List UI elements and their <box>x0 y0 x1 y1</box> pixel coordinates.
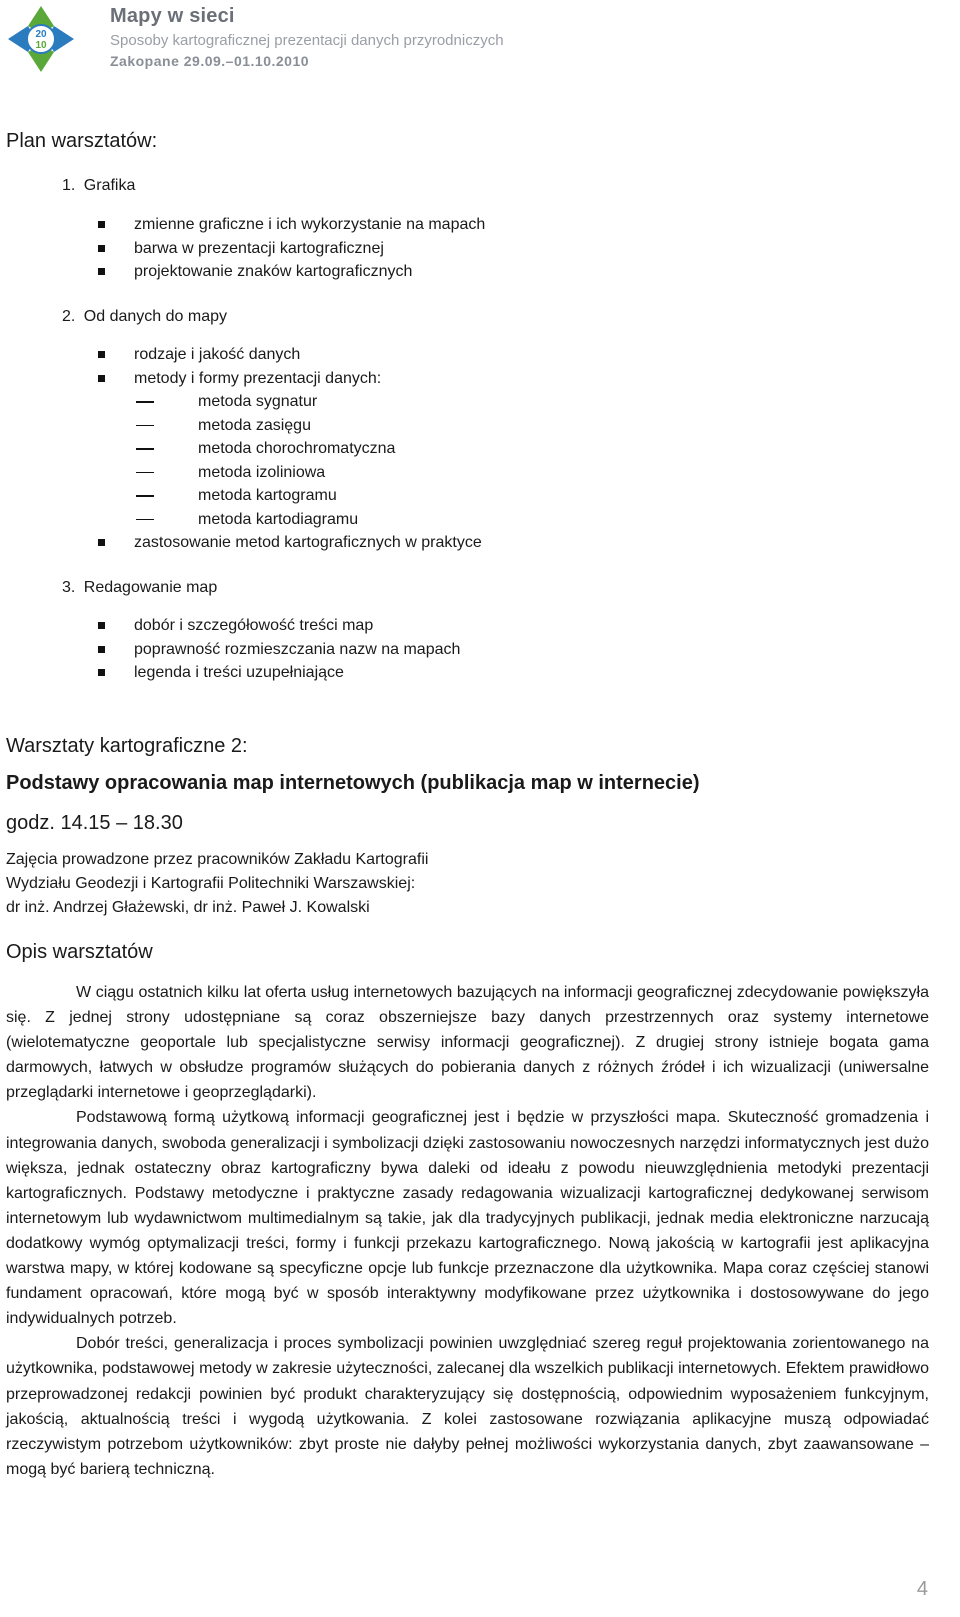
dash-bullet-icon <box>136 495 154 497</box>
square-bullet-icon <box>98 646 105 653</box>
conference-logo <box>6 4 76 74</box>
dash-bullet-icon <box>136 472 154 474</box>
list-item-text: projektowanie znaków kartograficznych <box>134 263 413 280</box>
section-2-list-continued <box>98 531 482 555</box>
workshop-info-line: Zajęcia prowadzone przez pracowników Zakładu Kartografii <box>6 851 429 868</box>
list-item <box>98 531 482 555</box>
workshop-title: Podstawy opracowania map internetowych (publikacja map w internecie) <box>6 772 700 794</box>
section-number: 2. <box>62 308 76 325</box>
workshop-heading: Warsztaty kartograficzne 2: <box>6 735 248 757</box>
list-item-text: zastosowanie metod kartograficznych w praktyce <box>134 534 482 551</box>
dash-bullet-icon <box>136 425 154 427</box>
sublist-item <box>98 484 395 508</box>
list-item <box>98 213 485 237</box>
sublist-item <box>98 414 395 438</box>
list-item-text: dobór i szczegółowość treści map <box>134 617 374 634</box>
square-bullet-icon <box>98 669 105 676</box>
list-item <box>98 260 485 284</box>
square-bullet-icon <box>98 539 105 546</box>
description-heading: Opis warsztatów <box>6 941 153 963</box>
section-number: 1. <box>62 177 76 194</box>
sublist-item-text: metoda kartodiagramu <box>198 510 359 528</box>
dash-bullet-icon <box>136 401 154 403</box>
sublist-item-text: metoda kartogramu <box>198 487 337 504</box>
section-3-heading <box>62 579 217 597</box>
sublist-item <box>98 508 395 532</box>
workshop-time: godz. 14.15 – 18.30 <box>6 812 183 834</box>
square-bullet-icon <box>98 268 105 275</box>
paragraph: Podstawową formą użytkową informacji geograficznej jest i będzie w przyszłości mapa. Skuteczność gromadzenia i integrowania danych, swoboda generalizacji i symbolizacji dzięki zastosowaniu nowoczesnych narzędzi informatycznych jest dużo większa, jednak ostateczny obraz kartograficzny bywa daleki od ideału z powodu nieuwzględnienia metodyki prezentacji kartograficznych. Podstawy metodyczne i praktyczne zasady redagowania wizualizacji kartograficznej dedykowanej serwisom internetowym lub wydawnictwom multimedialnym są takie, jak dla tradycyjnych publikacji, jednak media elektroniczne narzucają dodatkowy wymóg optymalizacji treści, formy i funkcji przekazu kartograficznego. Nową jakością w kartografii jest aplikacyjna warstwa mapy, w której kodowane są specyficzne opcje lub funkcje przeznaczone dla użytkownika. Mapa coraz częściej stanowi fundament opracowań, które mogą być w sposób interaktywny modyfikowane przez użytkownika i dostosowywane do jego indywidualnych potrzeb. <box>6 1109 929 1328</box>
sublist-item <box>98 390 395 414</box>
square-bullet-icon <box>98 221 105 228</box>
event-date: Zakopane 29.09.–01.10.2010 <box>110 53 310 69</box>
sublist-item-text: metoda sygnatur <box>198 393 318 410</box>
section-title: Grafika <box>83 177 136 194</box>
plan-heading: Plan warsztatów: <box>6 130 158 152</box>
workshop-info <box>6 848 428 920</box>
section-2-heading <box>62 308 227 326</box>
section-title: Redagowanie map <box>83 579 218 596</box>
sublist-item-text: metoda zasięgu <box>198 416 311 434</box>
methods-sublist <box>98 390 395 531</box>
paragraph: W ciągu ostatnich kilku lat oferta usług internetowych bazujących na informacji geograficznej zdecydowanie powiększyła się. Z jednej strony udostępniane są coraz obszerniejsze bazy danych przestrzennych oraz systemy internetowe (wielotematyczne geoportale lub specjalistyczne serwisy informacji geograficznej). Z drugiej strony istnieje bogata gama darmowych, łatwych w obsłudze programów służących do pobierania danych z różnych źródeł i ich wizualizacji (uniwersalne przeglądarki internetowe i geoprzeglądarki). <box>6 984 929 1102</box>
list-item <box>98 367 381 391</box>
sublist-item-text: metoda chorochromatyczna <box>198 440 396 457</box>
paragraph: Dobór treści, generalizacja i proces symbolizacji powinien uwzględniać szereg reguł projektowania zorientowanego na użytkownika, podstawowej metody w zakresie użyteczności, zalecanej dla wszelkich publikacji internetowych. Efektem prawidłowo przeprowadzonej redakcji powinien być produkt charakteryzujący się dostępnością, odpowiednim wyposażeniem funkcyjnym, jakością, aktualnością treści i wygodą użytkowania. Z kolei zastosowane rozwiązania aplikacyjne muszą odpowiadać rzeczywistym potrzebom użytkowników: zbyt proste nie dałyby pełnej możliwości wykorzystania danych, zbyt zaawansowane – mogą być barierą techniczną. <box>6 1335 929 1478</box>
list-item <box>98 638 460 662</box>
list-item <box>98 661 460 685</box>
header <box>0 0 960 80</box>
sublist-item <box>98 461 395 485</box>
list-item <box>98 614 460 638</box>
brand-subtitle: Sposoby kartograficznej prezentacji danych przyrodniczych <box>110 32 504 49</box>
section-1-list <box>98 213 485 284</box>
sublist-item <box>98 437 395 461</box>
square-bullet-icon <box>98 375 105 382</box>
page-number: 4 <box>916 1578 928 1600</box>
dash-bullet-icon <box>136 448 154 450</box>
logo-text-bottom: 10 <box>35 40 47 51</box>
section-2-list <box>98 343 381 390</box>
logo-text-top: 20 <box>35 29 47 40</box>
section-3-list <box>98 614 460 685</box>
list-item-text: legenda i treści uzupełniające <box>134 664 344 681</box>
list-item-text: zmienne graficzne i ich wykorzystanie na mapach <box>134 216 486 233</box>
list-item <box>98 237 485 261</box>
dash-bullet-icon <box>136 519 154 521</box>
list-item-text: rodzaje i jakość danych <box>134 346 301 363</box>
description-body <box>6 980 929 1482</box>
section-number: 3. <box>62 579 76 596</box>
section-1-heading <box>62 177 135 195</box>
workshop-info-line: Wydziału Geodezji i Kartografii Politechniki Warszawskiej: <box>6 875 416 892</box>
list-item-text: poprawność rozmieszczania nazw na mapach <box>134 640 461 658</box>
section-title: Od danych do mapy <box>83 308 227 325</box>
workshop-info-line: dr inż. Andrzej Głażewski, dr inż. Paweł J. Kowalski <box>6 899 370 916</box>
brand-title: Mapy w sieci <box>110 5 235 27</box>
square-bullet-icon <box>98 622 105 629</box>
list-item <box>98 343 381 367</box>
sublist-item-text: metoda izoliniowa <box>198 463 326 481</box>
square-bullet-icon <box>98 351 105 358</box>
square-bullet-icon <box>98 245 105 252</box>
brand-block <box>110 4 504 70</box>
list-item-text: metody i formy prezentacji danych: <box>134 369 382 387</box>
list-item-text: barwa w prezentacji kartograficznej <box>134 239 384 257</box>
